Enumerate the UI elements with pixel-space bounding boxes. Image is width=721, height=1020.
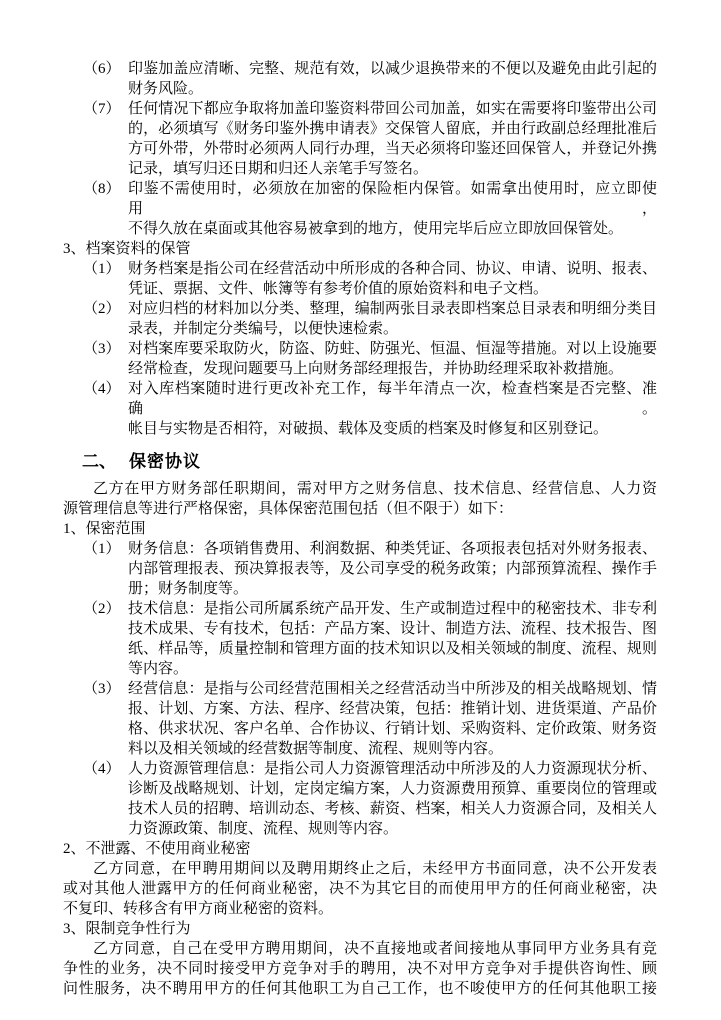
item-body [128, 299, 657, 339]
document-content [63, 59, 657, 999]
item-body [128, 99, 657, 179]
list-item [63, 59, 657, 99]
item-number: （4） [83, 761, 121, 777]
text-line: 凭证、票据、文件、帐簿等有参考价值的原始资料和电子文档。 [128, 281, 549, 297]
text-line: 乙方同意，在甲聘用期间以及聘用期终止之后，未经甲方书面同意，决不公开发表 [93, 861, 657, 877]
text-line: 问性服务，决不聘用甲方的任何其他职工为自己工作，也不唆使甲方的任何其他职工接 [63, 981, 657, 997]
item-body [128, 379, 657, 439]
text-line: 对应归档的材料加以分类、整理，编制两张目录表即档案总目录表和明细分类目 [128, 301, 657, 317]
item-body [128, 179, 657, 239]
item-number: （2） [83, 601, 121, 617]
text-line: 印鉴加盖应清晰、完整、规范有效，以减少退换带来的不便以及避免由此引起的 [128, 61, 657, 77]
text-line: 力资源政策、制度、流程、规则等内容。 [128, 821, 399, 837]
section-heading [63, 451, 657, 473]
paragraph [63, 859, 657, 919]
item-number: （6） [83, 61, 121, 77]
text-line: 乙方同意，自己在受甲方聘用期间，决不直接地或者间接地从事同甲方业务具有竞 [93, 941, 657, 957]
text-line: 格、供求状况、客户名单、合作协议、行销计划、采购资料、定价政策、财务资 [128, 721, 657, 737]
text-line: 不复印、转移含有甲方商业秘密的资料。 [63, 901, 334, 917]
text-line: 财务风险。 [128, 81, 204, 97]
text-line: 对入库档案随时进行更改补充工作，每半年清点一次，检查档案是否完整、准确。 [128, 381, 657, 417]
item-body [128, 259, 657, 299]
list-item [63, 759, 657, 839]
item-body [128, 339, 657, 379]
text-line: 乙方在甲方财务部任职期间，需对甲方之财务信息、技术信息、经营信息、人力资 [93, 481, 657, 497]
text-line: 技术人员的招聘、培训动态、考核、薪资、档案，相关人力资源合同，及相关人 [128, 801, 657, 817]
text-line: 人力资源管理信息：是指公司人力资源管理活动中所涉及的人力资源现状分析、 [128, 761, 657, 777]
text-line: 印鉴不需使用时，必须放在加密的保险柜内保管。如需拿出使用时，应立即使用， [128, 181, 657, 217]
item-body [128, 539, 657, 599]
text-line: 对档案库要采取防火，防盗、防蛀、防强光、恒温、恒湿等措施。对以上设施要 [128, 341, 657, 357]
text-line: 等内容。 [128, 661, 189, 677]
text-line: 录表，并制定分类编号，以便快速检索。 [128, 321, 399, 337]
text-line: 源管理信息等进行严格保密，具体保密范围包括（但不限于）如下： [63, 501, 514, 517]
text-line: 记录，填写归还日期和归还人亲笔手写签名。 [128, 161, 429, 177]
section-subheading: 1、保密范围 [63, 521, 146, 537]
list-item [63, 679, 657, 759]
item-number: （1） [83, 261, 121, 277]
item-body [128, 679, 657, 759]
text-line: 经常检查，发现问题要马上向财务部经理报告，并协助经理采取补救措施。 [128, 361, 624, 377]
list-item [63, 179, 657, 239]
text-line: 技术成果、专有技术，包括：产品方案、设计、制造方法、流程、技术报告、图 [128, 621, 657, 637]
text-line: 不得久放在桌面或其他容易被拿到的地方，使用完毕后应立即放回保管处。 [128, 221, 624, 237]
text-line: 争性的业务，决不同时接受甲方竞争对手的聘用，决不对甲方竞争对手提供咨询性、顾 [63, 961, 657, 977]
section-subheading: 3、限制竞争性行为 [63, 921, 191, 937]
text-line: 报、计划、方案、方法、程序、经营决策，包括：推销计划、进货渠道、产品价 [128, 701, 657, 717]
text-line: 册；财务制度等。 [128, 581, 249, 597]
text-line: 财务信息：各项销售费用、利润数据、种类凭证、各项报表包括对外财务报表、 [128, 541, 657, 557]
section-number: 二、 [82, 452, 116, 471]
text-line: 诊断及战略规划、计划，定岗定编方案，人力资源费用预算、重要岗位的管理或 [128, 781, 657, 797]
item-body [128, 59, 657, 99]
list-item [63, 379, 657, 439]
item-number: （2） [83, 301, 121, 317]
section-subheading: 2、不泄露、不使用商业秘密 [63, 841, 251, 857]
list-item [63, 299, 657, 339]
text-line: 内部管理报表、预决算报表等，及公司享受的税务政策；内部预算流程、操作手 [128, 561, 657, 577]
paragraph [63, 479, 657, 519]
item-number: （3） [83, 341, 121, 357]
text-line: 纸、样品等，质量控制和管理方面的技术知识以及相关领域的制度、流程、规则 [128, 641, 657, 657]
text-line: 经营信息：是指与公司经营范围相关之经营活动当中所涉及的相关战略规划、情 [128, 681, 657, 697]
list-item [63, 539, 657, 599]
item-body [128, 759, 657, 839]
paragraph [63, 939, 657, 999]
list-item [63, 259, 657, 299]
item-number: （3） [83, 681, 121, 697]
item-number: （1） [83, 541, 121, 557]
text-line: 任何情况下都应争取将加盖印鉴资料带回公司加盖，如实在需要将印鉴带出公司 [128, 101, 657, 117]
text-line: 帐目与实物是否相符，对破损、载体及变质的档案及时修复和区别登记。 [128, 421, 609, 437]
section-title: 保密协议 [129, 452, 201, 471]
text-line: 方可外带，外带时必须两人同行办理，当天必须将印鉴还回保管人，并登记外携 [128, 141, 657, 157]
list-item [63, 599, 657, 679]
text-line: 或对其他人泄露甲方的任何商业秘密，决不为其它目的而使用甲方的任何商业秘密，决 [63, 881, 657, 897]
text-line: 技术信息：是指公司所属系统产品开发、生产或制造过程中的秘密技术、非专利 [128, 601, 657, 617]
text-line: 料以及相关领域的经营数据等制度、流程、规则等内容。 [128, 741, 504, 757]
section-subheading: 3、档案资料的保管 [63, 241, 191, 257]
text-line: 的，必须填写《财务印鉴外携申请表》交保管人留底，并由行政副总经理批准后 [128, 121, 657, 137]
text-line: 财务档案是指公司在经营活动中所形成的各种合同、协议、申请、说明、报表、 [128, 261, 657, 277]
list-item [63, 339, 657, 379]
item-number: （8） [83, 181, 121, 197]
list-item [63, 99, 657, 179]
item-number: （4） [83, 381, 121, 397]
item-number: （7） [83, 101, 121, 117]
item-body [128, 599, 657, 679]
